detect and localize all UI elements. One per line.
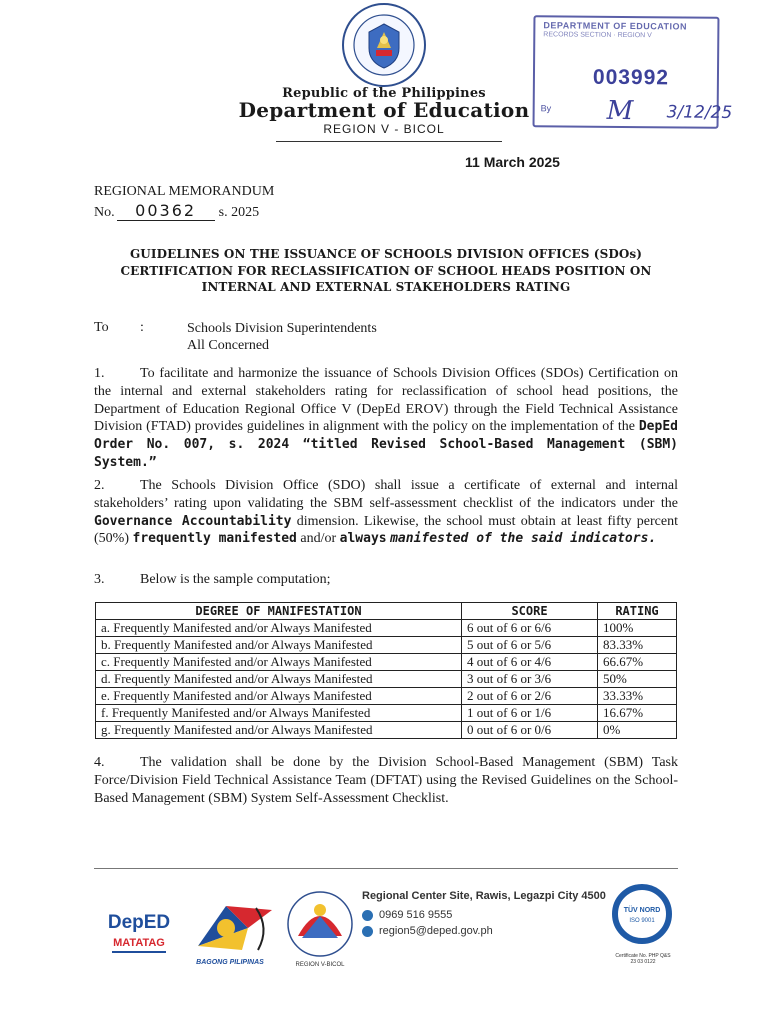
table-cell-degree: c. Frequently Manifested and/or Always Manifested [96, 654, 462, 671]
stamp-subtitle: RECORDS SECTION · REGION V [543, 31, 652, 40]
paragraph-1-text: To facilitate and harmonize the issuance of Schools Division Offices (SDOs) Certification on the internal and external stakeholders rating for reclassification of school head positions, the Department of Education Regional Office V (DepEd EROV) through the Field Technical Assistance Division (FTAD) provides guidelines in alignment with the policy on the implementation of the [94, 366, 678, 435]
table-cell-rating: 33.33% [598, 688, 677, 705]
stamp-number: 003992 [592, 65, 670, 90]
sample-computation-table [95, 602, 677, 739]
table-cell-score: 5 out of 6 or 5/6 [462, 637, 598, 654]
stamp-date: 3/12/25 [666, 102, 733, 123]
table-cell-score: 0 out of 6 or 0/6 [462, 722, 598, 739]
region-logo-text: REGION V-BICOL [295, 962, 345, 968]
paragraph-4-number: 4. [94, 755, 105, 770]
table-cell-degree: b. Frequently Manifested and/or Always Manifested [96, 637, 462, 654]
phone-icon [362, 910, 373, 921]
table-cell-rating: 83.33% [598, 637, 677, 654]
table-cell-rating: 16.67% [598, 705, 677, 722]
region-v-logo [280, 886, 360, 970]
paragraph-2-text-b: dimension. Likewise, the school must obtain at least fifty percent (50%) [94, 513, 678, 547]
memo-number-line [94, 201, 259, 221]
stamp-title: DEPARTMENT OF EDUCATION [543, 20, 688, 32]
footer-divider [94, 868, 678, 869]
table-row [96, 654, 677, 671]
table-cell-rating: 66.67% [598, 654, 677, 671]
paragraph-3 [94, 571, 678, 589]
paragraph-1-number: 1. [94, 366, 105, 381]
paragraph-3-number: 3. [94, 572, 105, 587]
email-icon [362, 926, 373, 937]
to-label: To [94, 320, 109, 335]
table-row [96, 620, 677, 637]
letterhead-region: REGION V - BICOL [323, 122, 445, 136]
footer-email-row [362, 925, 493, 937]
table-cell-degree: f. Frequently Manifested and/or Always Manifested [96, 705, 462, 722]
paragraph-2-bold-b: frequently manifested [132, 531, 297, 547]
bagong-pilipinas-text: BAGONG PILIPINAS [196, 959, 264, 966]
deped-logo-text: DepED [107, 912, 171, 933]
table-cell-score: 4 out of 6 or 4/6 [462, 654, 598, 671]
table-cell-degree: g. Frequently Manifested and/or Always Manifested [96, 722, 462, 739]
table-row [96, 722, 677, 739]
table-cell-score: 1 out of 6 or 1/6 [462, 705, 598, 722]
matatag-text: MATATAG [113, 937, 165, 949]
paragraph-2-text-a: The Schools Division Office (SDO) shall issue a certificate of external and internal stakeholders’ rating upon validating the SBM self-assessment checklist of the indicators under the [94, 478, 678, 511]
table-row [96, 705, 677, 722]
table-cell-rating: 100% [598, 620, 677, 637]
table-cell-degree: a. Frequently Manifested and/or Always Manifested [96, 620, 462, 637]
deped-matatag-logo [104, 898, 174, 962]
memo-type: REGIONAL MEMORANDUM [94, 184, 275, 199]
table-cell-score: 3 out of 6 or 3/6 [462, 671, 598, 688]
footer-address: Regional Center Site, Rawis, Legazpi City 4500 [362, 890, 606, 902]
table-header-row [96, 603, 677, 620]
table-header-rating: RATING [598, 603, 677, 620]
table-cell-score: 6 out of 6 or 6/6 [462, 620, 598, 637]
to-recipients [187, 320, 377, 354]
paragraph-2-bold-italic: manifested of the said indicators. [390, 531, 657, 547]
memo-series: s. 2025 [218, 205, 260, 220]
stamp-by-label: By [540, 103, 552, 114]
paragraph-3-text: Below is the sample computation; [140, 572, 331, 587]
table-header-score: SCORE [462, 603, 598, 620]
letterhead-republic: Republic of the Philippines [282, 86, 486, 101]
paragraph-2-bold-c: always [339, 531, 387, 547]
footer-email[interactable]: region5@deped.gov.ph [379, 925, 493, 937]
to-recipient-1: Schools Division Superintendents [187, 321, 377, 336]
table-cell-rating: 50% [598, 671, 677, 688]
memo-date: 11 March 2025 [465, 154, 560, 170]
paragraph-2-bold-a: Governance Accountability [94, 513, 292, 529]
footer-phone-row [362, 909, 452, 921]
paragraph-1-bold: DepEd Order No. 007, s. 2024 “titled Revised School-Based Management (SBM) System.” [94, 419, 678, 470]
paragraph-2-number: 2. [94, 478, 105, 493]
letterhead-department: Department of Education [238, 98, 530, 122]
paragraph-4 [94, 754, 678, 807]
tuv-certificate-caption: Certificate No. PHP Q&S 23 03 0122 [615, 953, 671, 965]
paragraph-1 [94, 365, 678, 472]
footer-phone: 0969 516 9555 [379, 909, 453, 921]
memo-no-label: No. [94, 205, 115, 220]
iso-text: ISO 9001 [629, 918, 655, 924]
table-row [96, 688, 677, 705]
paragraph-2 [94, 477, 678, 548]
tuv-text: TÜV NORD [623, 907, 661, 914]
table-row [96, 637, 677, 654]
table-cell-degree: e. Frequently Manifested and/or Always Manifested [96, 688, 462, 705]
table-header-degree: DEGREE OF MANIFESTATION [96, 603, 462, 620]
paragraph-4-text: The validation shall be done by the Division School-Based Management (SBM) Task Force/Division Field Technical Assistance Team (DFTAT) using the Revised Guidelines on the School-Based Management (SBM) System Self-Assessment Checklist. [94, 755, 678, 806]
to-recipient-2: All Concerned [187, 338, 270, 353]
deped-seal-logo [341, 2, 427, 88]
table-cell-rating: 0% [598, 722, 677, 739]
to-colon: : [140, 320, 144, 335]
memo-number: 00362 [117, 201, 215, 221]
bagong-pilipinas-logo [186, 888, 290, 970]
table-cell-score: 2 out of 6 or 2/6 [462, 688, 598, 705]
letterhead-divider [276, 141, 502, 142]
table-cell-degree: d. Frequently Manifested and/or Always Manifested [96, 671, 462, 688]
stamp-initial-signature: M [606, 95, 634, 127]
table-row [96, 671, 677, 688]
tuv-nord-iso-logo [612, 882, 672, 952]
memo-title: GUIDELINES ON THE ISSUANCE OF SCHOOLS DIVISION OFFICES (SDOs) CERTIFICATION FOR RECLASSIFICATION OF SCHOOL HEADS POSITION ON INTERNAL AND EXTERNAL STAKEHOLDERS RATING [120, 247, 652, 294]
paragraph-2-text-c: and/or [296, 531, 340, 547]
